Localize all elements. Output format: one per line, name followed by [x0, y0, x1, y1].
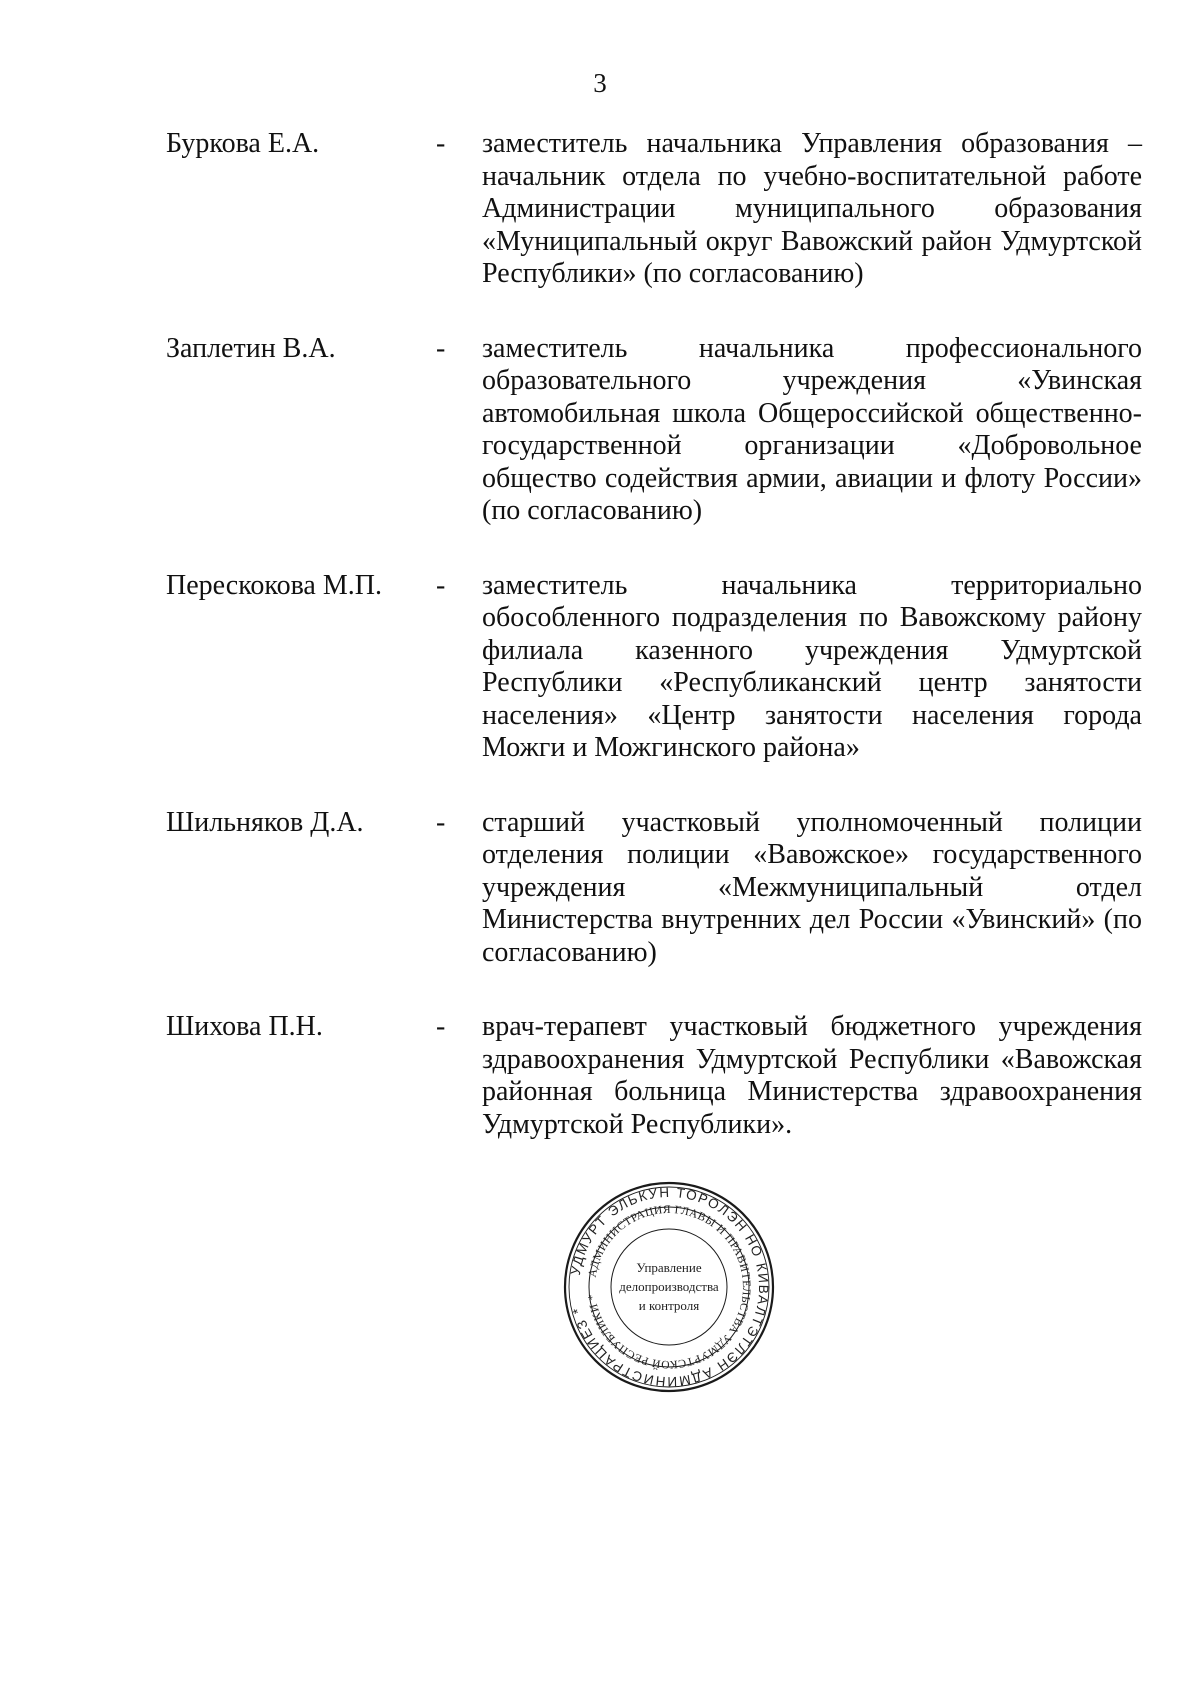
member-name: Перескокова М.П. [166, 569, 382, 601]
member-name: Буркова Е.А. [166, 128, 320, 159]
dash-separator: - [436, 1011, 446, 1042]
member-position: заместитель начальника профессионального образовательного учреждения «Увинская автомобильная школа Общероссийской общественно-государственной организации «Добровольное общество содействия армии, авиации и флоту России» (по согласованию) [482, 332, 1142, 526]
stamp-center-line: и контроля [638, 1298, 700, 1313]
list-item [166, 570, 1148, 765]
stamp-inner-ring-text: АДМИНИСТРАЦИЯ ГЛАВЫ И ПРАВИТЕЛЬСТВА УДМУРТСКОЙ РЕСПУБЛИКИ * [586, 1203, 753, 1371]
dash-separator: - [436, 806, 446, 838]
office-seal-stamp [562, 1180, 776, 1394]
member-position: врач-терапевт участковый бюджетного учреждения здравоохранения Удмуртской Республики «Вавожская районная больница Министерства здравоохранения Удмуртской Республики». [482, 1011, 1142, 1140]
list-item [166, 333, 1148, 528]
member-position: заместитель начальника территориально обособленного подразделения по Вавожскому району филиала казенного учреждения Удмуртской Республики «Республиканский центр занятости населения» «Центр занятости населения города Можги и Можгинского района» [482, 569, 1142, 763]
member-position: старший участковый уполномоченный полиции отделения полиции «Вавожское» государственного учреждения «Межмуниципальный отдел Министерства внутренних дел России «Увинский» (по согласованию) [482, 806, 1142, 968]
stamp-center-line: делопроизводства [619, 1279, 719, 1294]
list-item [166, 1011, 1148, 1141]
stamp-center-line: Управление [636, 1260, 702, 1275]
member-name: Заплетин В.А. [166, 332, 336, 364]
stamp-graphic [562, 1180, 776, 1394]
dash-separator: - [436, 128, 446, 159]
stamp-outer-ring-text: УДМУРТ ЭЛЬКУН ТОРОЛЭН НО КИВАЛТЭТЛЭН АДМИНИСТРАЦИЕЗ * [567, 1184, 772, 1390]
dash-separator: - [436, 569, 446, 601]
dash-separator: - [436, 332, 446, 364]
member-name: Шильняков Д.А. [166, 806, 364, 838]
list-item [166, 807, 1148, 970]
list-item [166, 128, 1148, 291]
member-position: заместитель начальника Управления образования – начальник отдела по учебно-воспитательной работе Администрации муниципального образования «Муниципальный округ Вавожский район Удмуртской Республики» (по согласованию) [482, 128, 1142, 289]
page-number: 3 [593, 68, 607, 98]
member-name: Шихова П.Н. [166, 1011, 323, 1042]
members-list [166, 128, 1148, 1183]
